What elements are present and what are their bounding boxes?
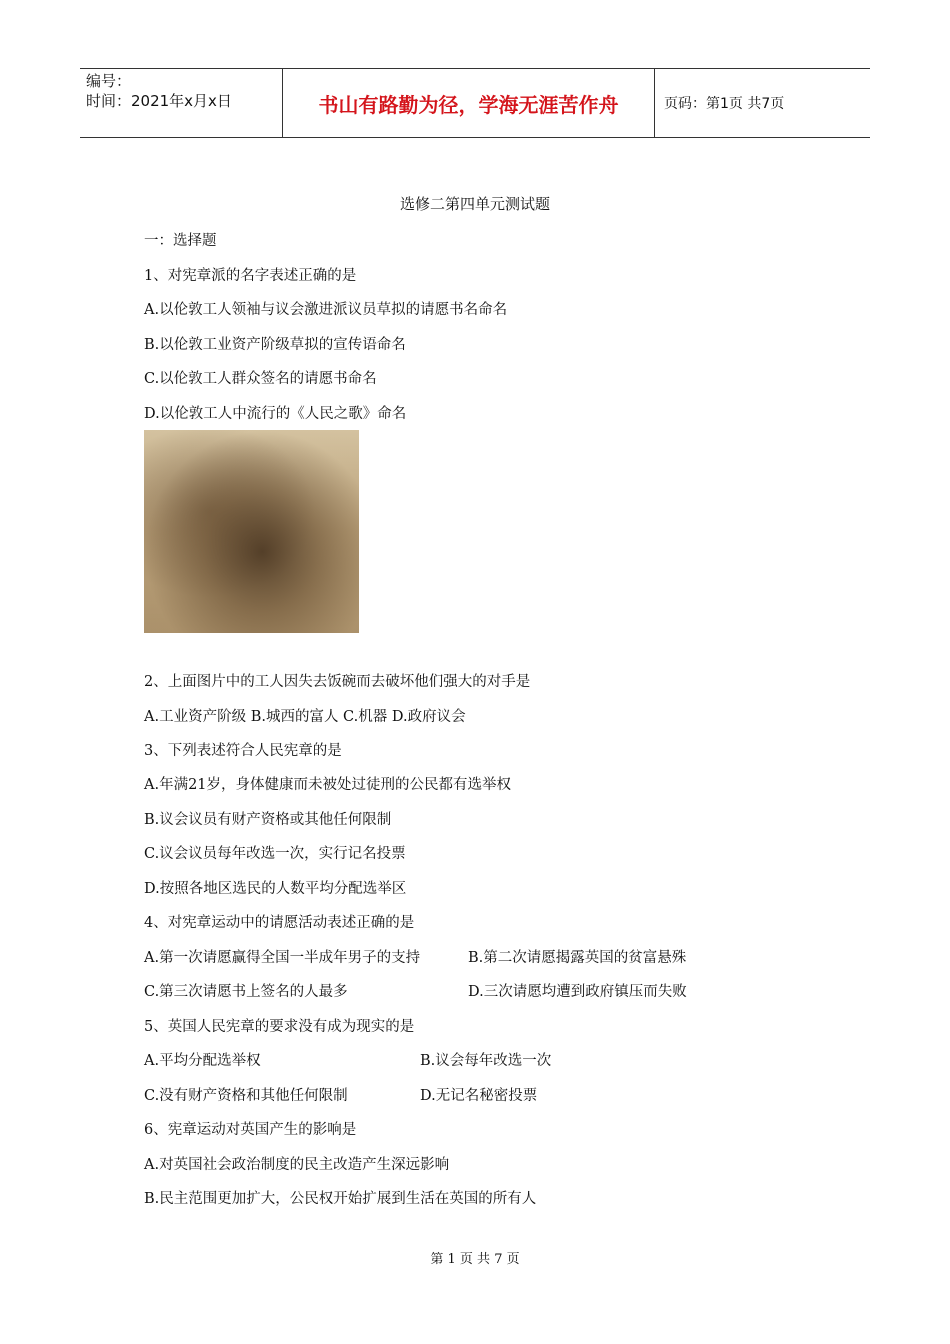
page-header	[80, 68, 870, 138]
question-2: 2、上面图片中的工人因失去饭碗而去破坏他们强大的对手是	[144, 674, 531, 690]
q6-option-b: B.民主范围更加扩大，公民权开始扩展到生活在英国的所有人	[144, 1191, 537, 1207]
header-info	[86, 71, 282, 111]
question-4: 4、对宪章运动中的请愿活动表述正确的是	[144, 915, 415, 931]
page-indicator: 页码：第1页 共7页	[664, 96, 785, 112]
q3-option-a: A.年满21岁，身体健康而未被处过徒刑的公民都有选举权	[144, 777, 512, 793]
q1-option-c: C.以伦敦工人群众签名的请愿书命名	[144, 371, 377, 387]
document-title: 选修二第四单元测试题	[399, 195, 550, 213]
page-footer: 第 1 页 共 7 页	[430, 1252, 520, 1267]
luddite-illustration	[144, 430, 359, 633]
q1-option-d: D.以伦敦工人中流行的《人民之歌》命名	[144, 406, 407, 422]
q4-option-b: B.第二次请愿揭露英国的贫富悬殊	[468, 950, 687, 966]
question-6: 6、宪章运动对英国产生的影响是	[144, 1122, 357, 1138]
q3-option-d: D.按照各地区选民的人数平均分配选举区	[144, 881, 407, 897]
number-label: 编号：	[86, 72, 132, 90]
q5-option-b: B.议会每年改选一次	[420, 1053, 552, 1069]
q4-option-c: C.第三次请愿书上签名的人最多	[144, 984, 348, 1000]
section-heading: 一：选择题	[144, 233, 217, 249]
q4-option-d: D.三次请愿均遭到政府镇压而失败	[468, 984, 687, 1000]
header-motto: 书山有路勤为径，学海无涯苦作舟	[318, 92, 619, 117]
q5-option-a: A.平均分配选举权	[144, 1053, 261, 1069]
date-label: 时间：2021年x月x日	[86, 92, 232, 110]
q3-option-c: C.议会议员每年改选一次，实行记名投票	[144, 846, 406, 862]
q1-option-b: B.以伦敦工业资产阶级草拟的宣传语命名	[144, 337, 406, 353]
question-3: 3、下列表述符合人民宪章的是	[144, 743, 342, 759]
q2-options: A.工业资产阶级 B.城西的富人 C.机器 D.政府议会	[144, 709, 466, 725]
q4-option-a: A.第一次请愿赢得全国一半成年男子的支持	[144, 950, 421, 966]
question-1: 1、对宪章派的名字表述正确的是	[144, 268, 357, 284]
question-5: 5、英国人民宪章的要求没有成为现实的是	[144, 1019, 415, 1035]
header-divider	[654, 69, 655, 137]
q6-option-a: A.对英国社会政治制度的民主改造产生深远影响	[144, 1157, 450, 1173]
q5-option-d: D.无记名秘密投票	[420, 1088, 538, 1104]
q5-option-c: C.没有财产资格和其他任何限制	[144, 1088, 348, 1104]
q1-option-a: A.以伦敦工人领袖与议会激进派议员草拟的请愿书名命名	[144, 302, 508, 318]
q3-option-b: B.议会议员有财产资格或其他任何限制	[144, 812, 392, 828]
